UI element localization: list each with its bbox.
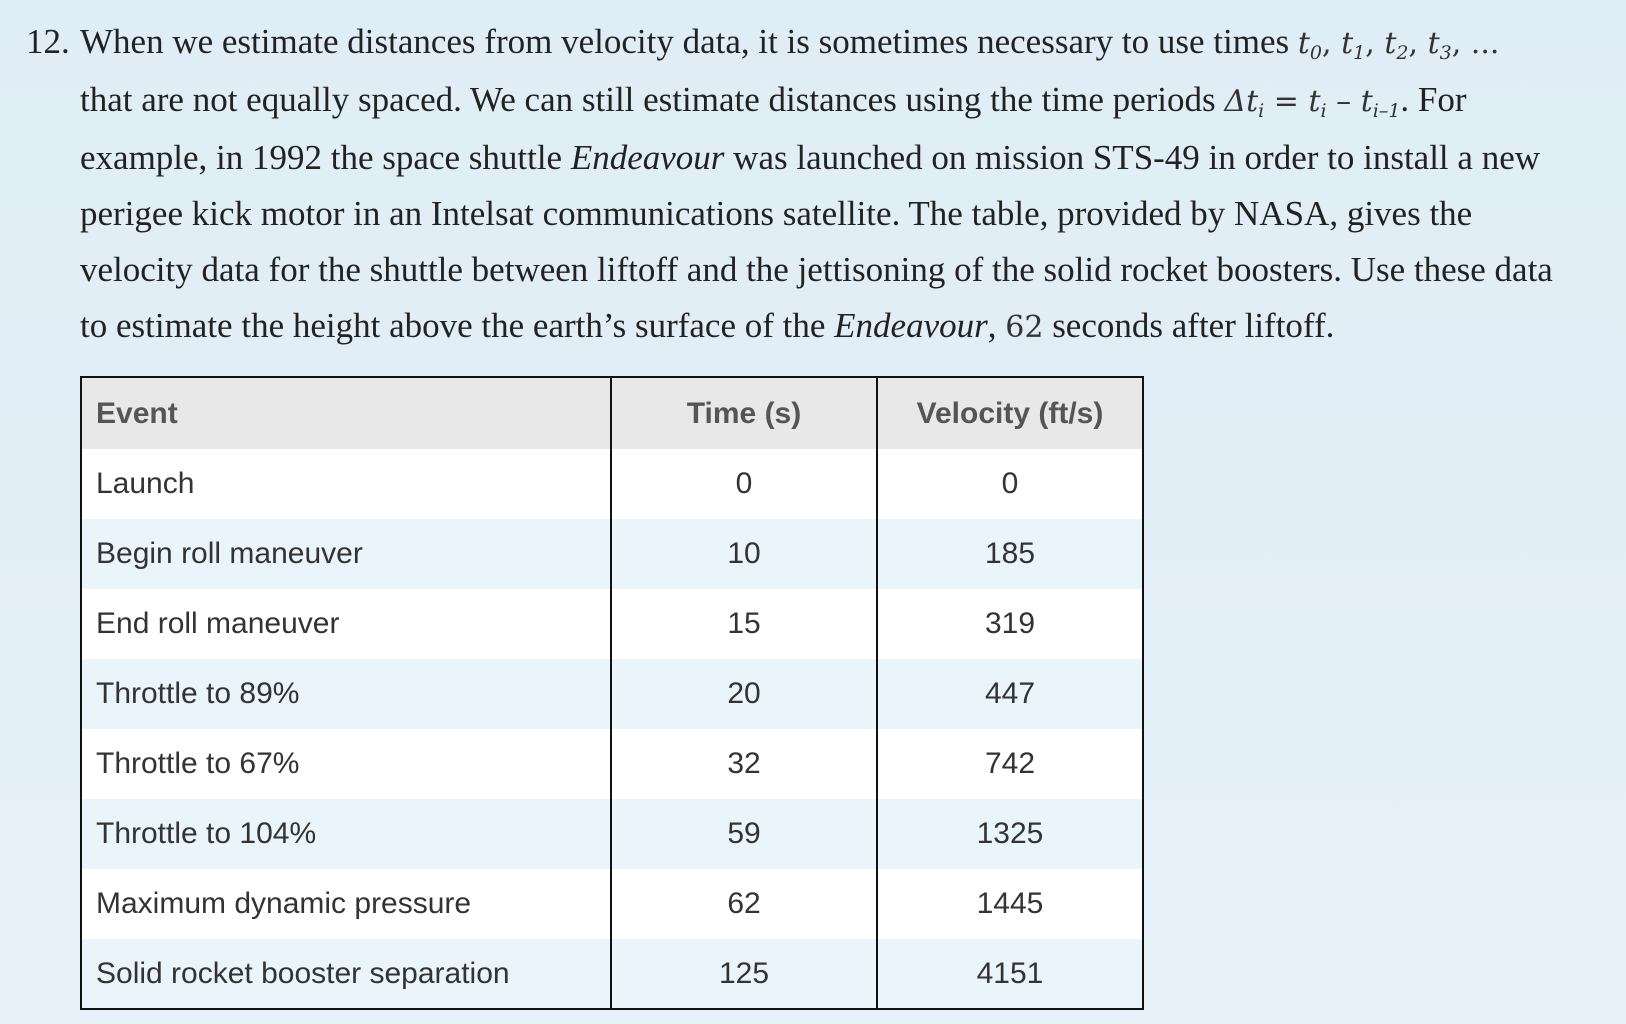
problem-line-5: velocity data for the shuttle between liftoff and the jettisoning of the solid rocket boosters. Use these data <box>80 250 1553 289</box>
time-cell: 10 <box>611 519 877 589</box>
velocity-cell: 1325 <box>877 799 1143 869</box>
time-t1: $t_1$ <box>1341 26 1366 64</box>
event-cell: Begin roll maneuver <box>81 519 611 589</box>
problem-line-2-text: that are not equally spaced. We can still estimate distances using the time periods <box>80 80 1216 119</box>
table-row <box>81 869 1143 939</box>
time-t2: $t_2$ <box>1384 26 1409 64</box>
time-cell: 32 <box>611 729 877 799</box>
problem-line-1-text: When we estimate distances from velocity data, it is sometimes necessary to use times <box>80 22 1290 61</box>
shuttle-name: Endeavour <box>570 138 725 177</box>
table-row <box>81 519 1143 589</box>
velocity-cell: 447 <box>877 659 1143 729</box>
time-t0: $t_0$ <box>1297 26 1323 64</box>
table-header-row <box>81 377 1143 449</box>
delta-t-formula: $\Delta t_i = t_i - t_{i-1}$ <box>1224 84 1401 122</box>
event-cell: Solid rocket booster separation <box>81 939 611 1009</box>
velocity-cell: 185 <box>877 519 1143 589</box>
problem-line-2 <box>26 72 1606 130</box>
seconds-value: 62 <box>1005 310 1044 345</box>
event-cell: Maximum dynamic pressure <box>81 869 611 939</box>
event-cell: Throttle to 67% <box>81 729 611 799</box>
header-event: Event <box>81 377 611 449</box>
problem-line-2-end: . For <box>1400 80 1467 119</box>
table-row <box>81 659 1143 729</box>
header-time: Time (s) <box>611 377 877 449</box>
time-cell: 62 <box>611 869 877 939</box>
header-velocity: Velocity (ft/s) <box>877 377 1143 449</box>
table-row <box>81 729 1143 799</box>
event-cell: End roll maneuver <box>81 589 611 659</box>
time-t3: $t_3$ <box>1427 26 1452 64</box>
velocity-data-table <box>80 376 1144 1010</box>
problem-line-1: 12. When we estimate distances from velocity data, it is sometimes necessary to use times $t_0$, $t_1$, $t_2$, $t_3$, ... <box>26 14 1606 72</box>
table-row <box>81 589 1143 659</box>
problem-line-3: example, in 1992 the space shuttle Endeavour was launched on mission STS-49 in order to install a new <box>80 138 1541 177</box>
table-row <box>81 799 1143 869</box>
table-row <box>81 449 1143 519</box>
event-cell: Launch <box>81 449 611 519</box>
velocity-cell: 4151 <box>877 939 1143 1009</box>
velocity-cell: 319 <box>877 589 1143 659</box>
velocity-cell: 1445 <box>877 869 1143 939</box>
problem-number: 12. <box>26 22 70 61</box>
event-cell: Throttle to 89% <box>81 659 611 729</box>
table-row <box>81 939 1143 1009</box>
time-cell: 15 <box>611 589 877 659</box>
time-cell: 0 <box>611 449 877 519</box>
event-cell: Throttle to 104% <box>81 799 611 869</box>
problem-text <box>26 14 1606 356</box>
time-cell: 59 <box>611 799 877 869</box>
ellipsis: ... <box>1470 26 1500 61</box>
shuttle-name-2: Endeavour <box>834 306 988 345</box>
problem-line-6: to estimate the height above the earth’s surface of the Endeavour, 62 seconds after liftoff. <box>80 306 1335 345</box>
problem-line-4: perigee kick motor in an Intelsat communications satellite. The table, provided by NASA, gives the <box>80 194 1473 233</box>
velocity-cell: 742 <box>877 729 1143 799</box>
time-cell: 20 <box>611 659 877 729</box>
velocity-cell: 0 <box>877 449 1143 519</box>
time-cell: 125 <box>611 939 877 1009</box>
